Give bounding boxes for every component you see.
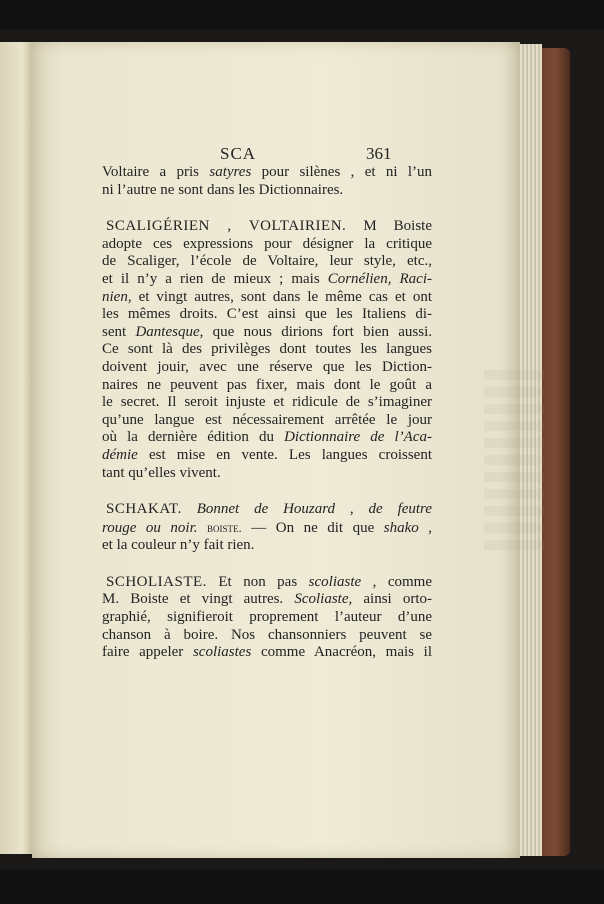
italic-text: scoliaste [308,573,362,590]
text-line [102,253,432,271]
text-run: que nous dirions fort bien aussi. [203,323,432,340]
text-line [102,306,432,324]
text-run: et vingt autres, sont dans le même cas et ont [131,288,432,305]
text-run: de Scaliger, l’école de Voltaire, leur style, etc., [102,253,432,270]
text-line [102,218,432,236]
page-number: 361 [366,144,392,163]
italic-text: rouge ou noir. [102,519,198,536]
entry-headword: SCHAKAT. [106,501,182,518]
text-line [102,627,432,645]
text-run: naires ne peuvent pas fixer, mais dont le goût a [102,376,432,393]
text-run: faire appeler [102,644,193,661]
italic-text: Cornélien, Raci- [327,270,432,287]
italic-text: Dictionnaire de l’Aca- [284,429,432,446]
text-run: chanson à boire. Nos chansonniers peuvent se [102,626,432,643]
italic-text: nien, [102,288,132,305]
text-run: graphié, signifieroit proprement l’auteur d’une [102,609,432,626]
text-run: ni l’autre ne sont dans les Dictionnaires. [102,181,344,198]
italic-text: scoliastes [192,644,252,661]
text-run: sent [102,323,136,340]
text-run: qu’une langue est nécessairement arrêtée le jour [102,411,432,428]
text-line [102,644,432,662]
text-line [102,164,432,182]
italic-text: démie [102,446,138,463]
entry-headword: SCHOLIASTE. [106,573,207,590]
text-line [102,236,432,254]
text-run: M Boiste [346,218,432,235]
italic-text: satyres [209,164,252,180]
text-run: où la dernière édition du [102,429,285,446]
text-line [102,324,432,342]
entry-schakat [102,501,432,555]
text-run: est mise en vente. Les langues croissent [137,446,432,463]
text-line [102,182,432,200]
book-cover-edge [540,48,570,856]
text-line [102,341,432,359]
text-run: comme Anacréon, mais il [251,644,433,661]
text-line [102,537,432,555]
text-line [102,429,432,447]
text-run: doivent jouir, avec une réserve que les Diction- [102,358,432,375]
text-line [102,609,432,627]
italic-text: Bonnet de Houzard , de feutre [196,501,433,518]
entry-scaligerien [102,218,432,482]
text-line [102,591,432,609]
text-line [102,271,432,289]
page-text [102,164,432,662]
text-line [102,574,432,592]
text-run: pour silènes , et ni l’un [251,164,432,180]
text-line [102,519,432,538]
running-head: SCA [220,144,257,163]
text-run [198,520,208,536]
text-run: les mêmes droits. C’est ainsi que les Italiens di- [102,306,432,323]
paragraph-gap [102,555,432,574]
entry-headword: SCALIGÉRIEN , VOLTAIRIEN. [106,218,347,235]
entry-intro [102,164,432,199]
paragraph-gap [102,199,432,218]
book-page [32,42,520,858]
text-run: , [418,519,433,536]
text-run [182,501,197,517]
text-line [102,447,432,465]
text-line [102,289,432,307]
text-line [102,501,432,519]
text-run: , comme [361,573,433,590]
text-run: adopte ces expressions pour désigner la critique [102,235,432,252]
text-line [102,465,432,483]
text-line [102,377,432,395]
text-line [102,359,432,377]
text-line [102,394,432,412]
italic-text: shako [383,519,419,536]
text-run: Ce sont là des privilèges dont toutes les langues [102,341,432,358]
text-run: ainsi orto- [352,591,432,608]
text-run: et la couleur n’y fait rien. [102,537,255,554]
faint-pencil-marks [484,370,544,550]
text-run: M. Boiste et vingt autres. [102,591,295,608]
text-run: et il n’y a rien de mieux ; mais [102,270,328,287]
text-run: le secret. Il seroit injuste et ridicule de s’imaginer [102,394,432,411]
italic-text: Dantesque, [135,323,204,340]
text-run: Voltaire a pris [102,164,210,180]
text-run: Et non pas [206,573,309,590]
text-run: — On ne dit que [241,519,384,536]
text-run: tant qu’elles vivent. [102,464,221,481]
paragraph-gap [102,482,432,501]
entry-scholiaste [102,574,432,662]
facing-page-edge [0,42,34,854]
italic-text: Scoliaste, [294,591,353,608]
text-line [102,412,432,430]
small-caps-text: boiste. [207,519,242,535]
